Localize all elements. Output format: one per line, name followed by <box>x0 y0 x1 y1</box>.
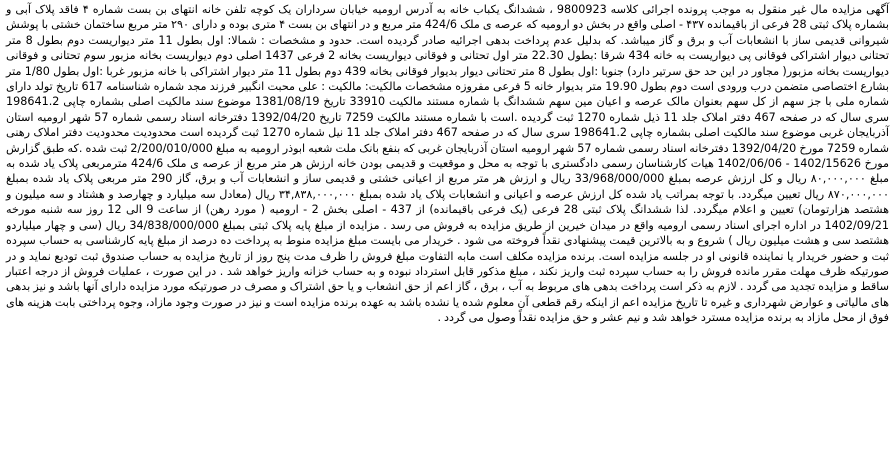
auction-notice-text: آگهی مزایده مال غیر منقول به موجب پرونده اجرائی کلاسه 9800923 ، ششدانگ یکباب خانه به آدرس ارومیه خیابان سرداران یک کوچه تلفن خانه انتهای بن بست شماره ۴ فاقد پلاک آبی و بشماره پلاک ثبتی 28 فرعی از باقیمانده ۴۳۷ - اصلی واقع در بخش دو ارومیه که عرصه ی ملک 424/6 متر مربع و در انتهای بن بست ۴ متری بوده و دارای ۲۹۰ متر مربع ساختمان خشتی با پوشش شیروانی قدیمی ساز با انشعابات آب و برق و گاز میباشد. که بدلیل عدم پرداخت بدهی اجرائیه صادر گردیده است. حدود و مشخصات : شمالا: اول بطول 11 متر دیواریست دوم بطول 8 متر تحتانی دیوار اشتراکی فوقانی پی دیواریست به خانه 434 شرقا :بطول 22.30 متر اول تحتانی و فوقانی دیواریست بخانه 2 فرعی 1437 اصلی دوم دیواریست بخانه مزبور سوم تحتانی و فوقانی دیواریست بخانه مزبور( مجاور در این حد حق سرتیر دارد) جنوبا :اول بطول 8 متر تحتانی دیوار بدیوار فوقانی بخانه 439 دوم بطول 11 متر دیوار اشتراکی با خانه مزبور غربا :اول بطول 1/80 متر بشارع اختصاصی متضمن درب ورودی است دوم بطول 19.90 متر بدیوار خانه 5 فرعی مفروزه مشخصات مالکیت: مالکیت : علی محبت انگبیر فرزند مجد شماره شناسنامه 617 تاریخ تولد دارای شماره ملی با جز سهم از کل سهم بعنوان مالک عرصه و اعیان مین سهم ششدانگ با شماره مستند مالکیت 33910 تاریخ 1381/08/19 موضوع سند مالکیت اصلی بشماره چاپی 198641.2 سری سال که در صفحه 467 دفتر املاک جلد 11 ذیل شماره 1270 ثبت گردیده .است با شماره مستند مالکیت 7259 تاریخ 1392/04/20 دفترخانه اسناد رسمی شماره 57 شهر ارومیه استان آذربایجان غربی موضوع سند مالکیت اصلی بشماره چاپی 198641.2 سری سال که در صفحه 467 دفتر املاک جلد 11 نیل شماره 1270 ثبت گردیده است محدودیت محدودیت دفتر املاک رهنی شماره 7259 مورخ 1392/04/20 دفترخانه اسناد رسمی شماره 57 شهر ارومیه استان آذربایجان غربی که بنفع بانک ملت شعبه ابوذر ارومیه به مبلغ 2/200/010/000 ثبت شده .که طبق گزارش مورخ 1402/15626 - 1402/06/06 هیات کارشناسان رسمی دادگستری با توجه به محل و موقعیت و قدیمی بودن خانه ارزش هر متر مربع از عرصه ی ملک 424/6 مترمربعی پلاک یاد شده به مبلغ ۸۰,۰۰۰,۰۰۰ ریال و کل ارزش عرصه بمبلغ 33/968/000/000 ریال و ارزش هر متر مربع از اعیانی خشتی و قدیمی ساز و انشعابات آب و برق، گاز 290 متر مربعی پلاک یاد شده بمبلغ ۸۷۰,۰۰۰,۰۰۰ ریال تعیین میگردد. با توجه بمراتب یاد شده کل ارزش عرصه و اعیانی و انشعابات پلاک یاد شده بمبلغ ۳۴,۸۳۸,۰۰۰,۰۰۰ ریال (معادل سه میلیارد و چهارصد و هشتاد و سه میلیون و هشتصد هزارتومان) تعیین و اعلام میگردد. لذا ششدانگ پلاک ثبتی 28 فرعی (یک فرعی باقیمانده) از 437 - اصلی بخش 2 - ارومیه ( مورد رهن) از ساعت 9 الی 12 روز سه شنبه مورخه 1402/09/21 در اداره اجرای اسناد رسمی ارومیه واقع در میدان خیرین از طریق مزایده به فروش می رسد . مزایده از مبلغ پایه پلاک ثبتی بمبلغ 34/838/000/000 ریال (سی و چهار میلیاردو هشتصد سی و هشت میلیون ریال ) شروع و به بالاترین قیمت پیشنهادی نقداً فروخته می شود . خریدار می بایست مبلغ مزایده منوط به پرداخت ده درصد از مبلغ پایه کارشناسی به حساب سپرده ثبت و حضور خریدار یا نماینده قانونی او در جلسه مزایده است. برنده مزایده مکلف است مابه التفاوت مبلغ فروش را ظرف مدت پنج روز از تاریخ مزایده به حساب صندوق ثبت تودیع نماید و در صورتیکه ظرف مهلت مقرر مانده فروش را به حساب سپرده ثبت واریز نکند ، مبلغ مذکور قابل استرداد نبوده و به حساب خزانه واریز خواهد شد . در این صورت ، عملیات فروش از درجه اعتبار ساقط و مزایده تجدید می گردد . لازم به ذکر است پرداخت بدهی های مربوط به آب ، برق ، گاز اعم از حق انشعاب و یا حق اشتراک و مصرف در صورتیکه مورد مزایده دارای آنها باشد و نیز بدهی های مالیاتی و عوارض شهرداری و غیره تا تاریخ مزایده اعم از اینکه رقم قطعی آن معلوم شده یا نشده باشد به عهده برنده مزایده است و نیز در صورت وجود مازاد، وجوه پرداختی بابت هزینه های فوق از محل مازاد به برنده مزایده مسترد خواهد شد و نیم عشر و حق مزایده نقداً وصول می گردد . <box>6 3 890 325</box>
